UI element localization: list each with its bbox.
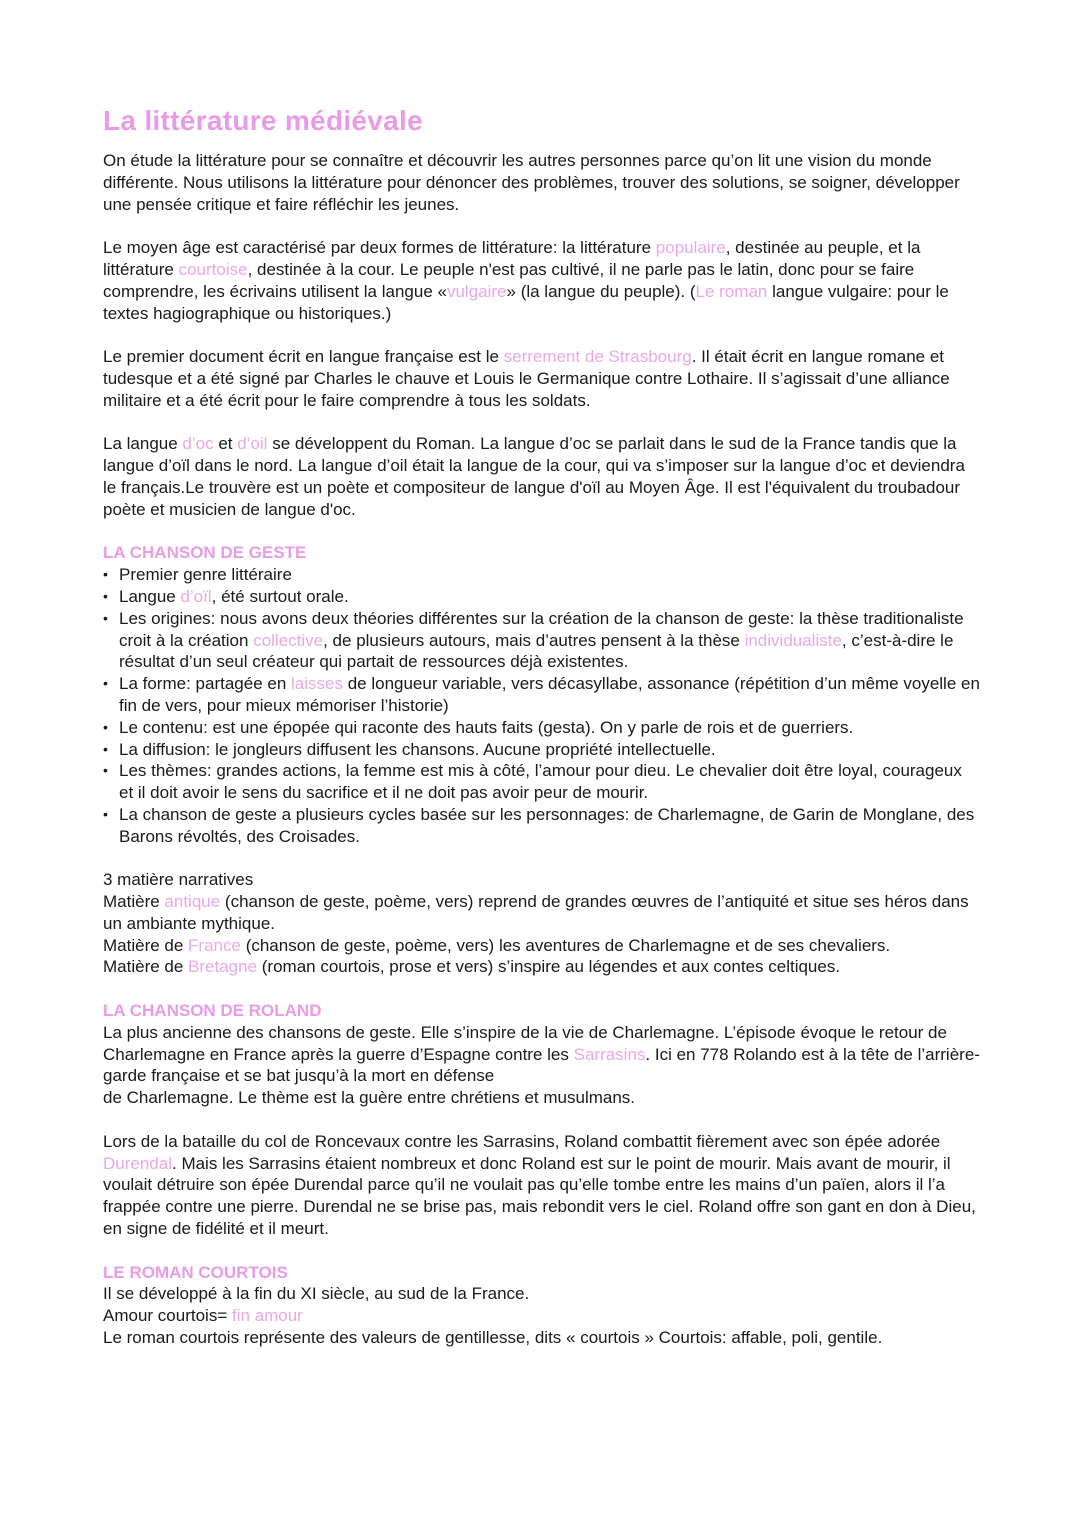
matieres-block: [103, 869, 980, 978]
text-run: , destinée au peuple, et la littérature: [103, 238, 921, 279]
highlight-courtoise: courtoise: [178, 259, 248, 279]
section-heading-chanson-de-roland: LA CHANSON DE ROLAND: [103, 1001, 322, 1021]
highlight-serrement: serrement de Strasbourg: [503, 347, 692, 367]
highlight-bretagne: Bretagne: [188, 957, 258, 977]
text-run: Le premier document écrit en langue française est le: [103, 347, 504, 367]
page-title: La littérature médiévale: [103, 105, 423, 136]
text-run: Lors de la bataille du col de Roncevaux contre les Sarrasins, Roland combattit fièrement avec son épée adorée: [103, 1131, 941, 1151]
text-run: Le moyen âge est caractérisé par deux formes de littérature: la littérature: [103, 238, 656, 258]
text-run: La forme: partagée en: [119, 674, 292, 694]
roman-courtois-line-3: Le roman courtois représente des valeurs de gentillesse, dits « courtois » Courtois: affable, poli, gentile.: [103, 1328, 883, 1348]
list-item: • La diffusion: le jongleurs diffusent les chansons. Aucune propriété intellectuelle.: [103, 739, 980, 761]
roman-courtois-line-1: Il se développé à la fin du XI siècle, au sud de la France.: [103, 1284, 530, 1304]
highlight-vulgaire: vulgaire: [446, 281, 507, 301]
section-heading-roman-courtois: LE ROMAN COURTOIS: [103, 1262, 288, 1282]
list-item: • Premier genre littéraire: [103, 564, 980, 586]
highlight-doc: d’oc: [182, 434, 214, 454]
roland-paragraph-1: [103, 1022, 980, 1109]
roland-paragraph-1-text: [103, 1022, 980, 1087]
highlight-populaire: populaire: [655, 238, 726, 258]
roland-paragraph-1-end: de Charlemagne. Le thème est la guère entre chrétiens et musulmans.: [103, 1088, 636, 1108]
text-run: , destinée à la cour. Le peuple n'est pas cultivé, il ne parle pas le latin, donc pour se faire comprendre, les écrivains utilisent la langue «: [103, 259, 915, 301]
highlight-doil: d’oïl: [180, 586, 212, 606]
matieres-intro: 3 matière narratives: [103, 870, 254, 890]
text-run: , c’est-à-dire le résultat d’un seul créateur qui partait de ressources déjà existentes.: [119, 630, 954, 672]
highlight-collective: collective: [253, 630, 324, 650]
highlight-fin-amour: fin amour: [231, 1306, 303, 1326]
text-run: . Mais les Sarrasins étaient nombreux et donc Roland est sur le point de mourir. Mais avant de mourir, il voulait détruire son épée Durendal parce qu’il ne voulait pas qu’elle tombe entre les mains d’un païen, alors il l’a frappée contre une pierre. Durendal ne se brise pas, mais rebondit vers le ciel. Roland offre son gant en don à Dieu, en signe de fidélité et il meurt.: [103, 1153, 976, 1239]
text-run: . Il était écrit en langue romane et tudesque et a été signé par Charles le chauve et Louis le Germanique contre Lothaire. Il s’agissait d’une alliance militaire et a été écrit pour le faire comprendre à tous les soldats.: [103, 347, 950, 410]
text-run: Matière de: [103, 935, 189, 955]
text-run: (roman courtois, prose et vers) s’inspire au légendes et aux contes celtiques.: [257, 957, 841, 977]
text-run: , de plusieurs autours, mais d’autres pensent à la thèse: [323, 630, 745, 650]
roman-courtois-line-2: [103, 1305, 980, 1327]
intro-paragraph-4: [103, 433, 980, 520]
list-item: • Les thèmes: grandes actions, la femme est mis à côté, l’amour pour dieu. Le chevalier doit être loyal, courageux et il doit avoir le sens du sacrifice et il ne doit pas avoir peur de mourir.: [103, 760, 980, 804]
text-run: Amour courtois=: [103, 1306, 232, 1326]
text-run: Les origines: nous avons deux théories différentes sur la création de la chanson de geste: la thèse traditionaliste croit à la création: [119, 608, 964, 650]
text-run: Langue: [119, 586, 181, 606]
text-run: se développent du Roman. La langue d’oc se parlait dans le sud de la France tandis que la langue d’oïl dans le nord. La langue d’oil était la langue de la cour, qui va s’imposer sur la langue d’oc et deviendra le français.Le trouvère est un poète et compositeur de langue d'oïl au Moyen Âge. Il est l'équivalent du troubadour poète et musicien de langue d'oc.: [103, 434, 965, 519]
intro-paragraph-1: On étude la littérature pour se connaître et découvrir les autres personnes parce qu’on lit une vision du monde différente. Nous utilisons la littérature pour dénoncer des problèmes, trouver des solutions, se soigner, développer une pensée critique et faire réfléchir les jeunes.: [103, 151, 960, 214]
highlight-france: France: [188, 935, 241, 955]
highlight-individualiste: individualiste: [744, 630, 842, 650]
matiere-antique: [103, 891, 980, 935]
matiere-france: [103, 935, 980, 957]
list-item: [103, 586, 980, 608]
text-run: La langue: [103, 434, 183, 454]
chanson-geste-list: [103, 564, 980, 847]
highlight-le-roman: Le roman: [695, 281, 768, 301]
text-run: , été surtout orale.: [211, 586, 349, 606]
highlight-antique: antique: [164, 892, 221, 912]
text-run: (chanson de geste, poème, vers) reprend de grandes œuvres de l’antiquité et situe ses héros dans un ambiante mythique.: [103, 892, 969, 933]
highlight-sarrasins: Sarrasins: [573, 1044, 646, 1064]
text-run: langue vulgaire: pour le textes hagiographique ou historiques.): [103, 281, 949, 323]
intro-paragraph-2: [103, 237, 980, 324]
highlight-durendal: Durendal: [103, 1153, 172, 1173]
text-run: La plus ancienne des chansons de geste. Elle s’inspire de la vie de Charlemagne. L’épisode évoque le retour de Charlemagne en France après la guerre d’Espagne contre les: [103, 1022, 947, 1064]
list-item: [103, 608, 980, 673]
list-item: [103, 673, 980, 717]
text-run: Matière: [103, 892, 165, 912]
highlight-laisses: laisses: [291, 674, 343, 694]
intro-paragraph-3: [103, 346, 980, 411]
text-run: Matière de: [103, 957, 189, 977]
highlight-doil: d’oil: [237, 434, 268, 454]
text-run: » (la langue du peuple). (: [506, 281, 696, 301]
section-heading-chanson-de-geste: LA CHANSON DE GESTE: [103, 543, 307, 563]
text-run: de longueur variable, vers décasyllabe, assonance (répétition d’un même voyelle en fin de vers, pour mieux mémoriser l’historie): [119, 674, 980, 715]
text-run: . Ici en 778 Rolando est à la tête de l’arrière-garde française et se bat jusqu’à la mort en défense: [103, 1044, 980, 1086]
text-run: et: [213, 434, 238, 454]
text-run: (chanson de geste, poème, vers) les aventures de Charlemagne et de ses chevaliers.: [240, 935, 891, 955]
list-item: • Le contenu: est une épopée qui raconte des hauts faits (gesta). On y parle de rois et de guerriers.: [103, 717, 980, 739]
list-item: • La chanson de geste a plusieurs cycles basée sur les personnages: de Charlemagne, de Garin de Monglane, des Barons révoltés, des Croisades.: [103, 804, 980, 848]
matiere-bretagne: [103, 956, 980, 978]
roland-paragraph-2: [103, 1131, 980, 1240]
